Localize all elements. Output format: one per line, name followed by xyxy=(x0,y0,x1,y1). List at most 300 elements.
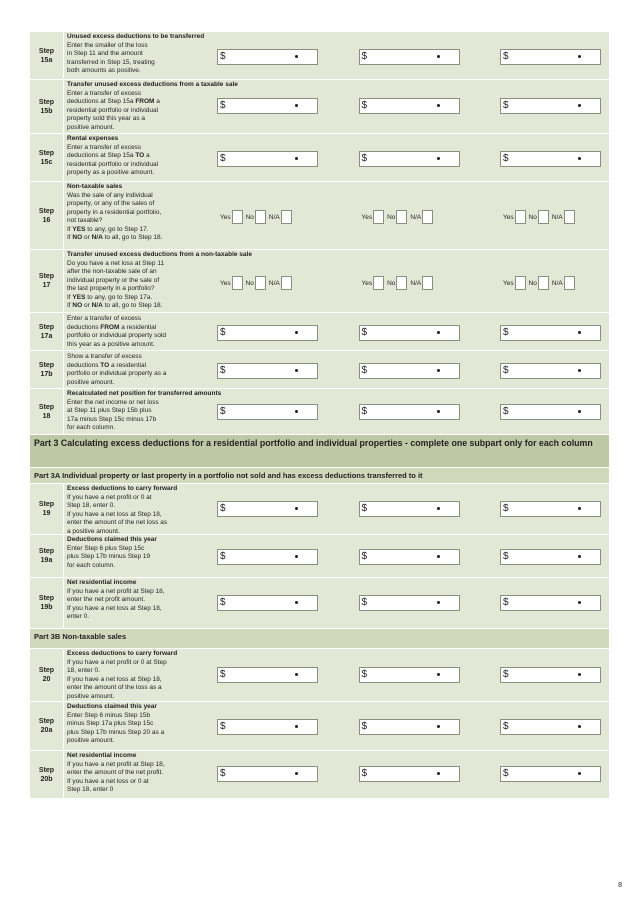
amount-field-column-2[interactable] xyxy=(359,49,460,65)
step-label-line: 20a xyxy=(40,727,53,734)
checkbox-no[interactable] xyxy=(538,210,549,224)
instruction-text: to any, go to Step 17. xyxy=(85,225,149,233)
step-row xyxy=(30,80,609,134)
checkbox-na[interactable] xyxy=(422,210,433,224)
decimal-point xyxy=(295,507,298,510)
instruction-text: Enter a transfer of excess xyxy=(67,89,142,97)
dollar-sign: $ xyxy=(220,99,226,111)
option-label-na: N/A xyxy=(410,213,422,221)
amount-field-column-2[interactable] xyxy=(359,595,460,611)
checkbox-no[interactable] xyxy=(538,276,549,290)
section-heading-part3: Part 3 Calculating excess deductions for a residential portfolio and individual properties - complete one subpart only for each column xyxy=(30,435,609,468)
step-content xyxy=(64,578,609,628)
amount-field-column-3[interactable] xyxy=(500,151,601,167)
amount-field-column-2[interactable] xyxy=(359,325,460,341)
dollar-sign: $ xyxy=(361,668,368,680)
checkbox-no[interactable] xyxy=(255,210,266,224)
step-label-line: Step xyxy=(38,548,55,555)
decimal-point xyxy=(295,555,298,558)
instruction-line xyxy=(67,693,609,702)
amount-field-column-1[interactable] xyxy=(217,325,318,341)
instruction-text: a xyxy=(144,152,150,159)
dollar-sign: $ xyxy=(503,596,509,608)
emphasis-text: YES xyxy=(72,225,86,233)
instruction-line xyxy=(67,659,609,668)
dollar-sign: $ xyxy=(361,99,368,111)
decimal-point xyxy=(437,369,440,372)
amount-field-column-3[interactable] xyxy=(500,325,601,341)
dollar-sign: $ xyxy=(503,550,509,562)
instruction-text: property, or any of the sales of xyxy=(67,200,155,207)
instruction-line xyxy=(67,200,609,209)
option-label-no: No xyxy=(387,279,396,287)
option-label-na: N/A xyxy=(551,279,563,287)
step-content xyxy=(64,535,609,577)
step-title: Transfer unused excess deductions from a non-taxable sale xyxy=(67,251,252,258)
step-content xyxy=(64,32,609,79)
amount-columns xyxy=(217,595,601,611)
amount-columns xyxy=(217,766,601,782)
instruction-text: the last property in a portfolio? xyxy=(67,285,155,292)
section-heading-part3b: Part 3B Non-taxable sales xyxy=(30,629,609,649)
checkbox-no[interactable] xyxy=(255,276,266,290)
instruction-text: enter the amount of the net profit. xyxy=(67,769,164,776)
instruction-text: for each column. xyxy=(67,424,116,431)
decimal-point xyxy=(578,55,581,58)
step-title: Recalculated net position for transferred amounts xyxy=(67,390,222,397)
step-row xyxy=(30,389,609,435)
instruction-line xyxy=(67,234,609,243)
yes-no-group-column-2 xyxy=(359,275,460,291)
instruction-line xyxy=(67,341,609,350)
yes-no-columns xyxy=(217,209,601,225)
step-label-line: Step xyxy=(38,207,55,215)
option-label-yes: Yes xyxy=(361,213,373,221)
dollar-sign: $ xyxy=(220,50,226,62)
dollar-sign: $ xyxy=(220,550,226,562)
instruction-line xyxy=(67,684,609,693)
amount-field-column-3[interactable] xyxy=(500,719,601,735)
option-label-no: No xyxy=(387,213,396,221)
decimal-point xyxy=(295,772,298,775)
instruction-text: to any, go to Step 17a. xyxy=(85,293,153,301)
yes-no-group-column-1 xyxy=(217,275,318,291)
instruction-line xyxy=(67,353,609,362)
amount-columns xyxy=(217,363,601,379)
option-label-no: No xyxy=(245,279,254,287)
amount-columns xyxy=(217,501,601,517)
amount-field-column-2[interactable] xyxy=(359,501,460,517)
amount-field-column-2[interactable] xyxy=(359,404,460,420)
step-title: Net residential income xyxy=(67,752,137,759)
step-label-line: 20b xyxy=(40,775,53,783)
instruction-text: transferred in Step 15, treating xyxy=(67,58,155,66)
step-label-line: Step xyxy=(38,47,55,55)
instruction-text: residential portfolio or individual xyxy=(67,160,159,168)
instruction-text: If you have a net loss or 0 at xyxy=(67,777,149,785)
instruction-text: at Step 11 plus Step 15b plus xyxy=(67,407,152,414)
amount-field-column-2[interactable] xyxy=(359,151,460,167)
dollar-sign: $ xyxy=(503,364,509,376)
amount-field-column-1[interactable] xyxy=(217,595,318,611)
amount-field-column-1[interactable] xyxy=(217,501,318,517)
step-label xyxy=(30,484,64,534)
step-label-line: Step xyxy=(38,323,55,331)
instruction-text: If you have a net profit at Step 18, xyxy=(67,760,165,768)
decimal-point xyxy=(578,410,581,413)
yes-no-group-column-1 xyxy=(217,209,318,225)
instruction-text: in Step 11 and the amount xyxy=(67,50,143,57)
decimal-point xyxy=(295,725,298,728)
step-title: Net residential income xyxy=(67,579,137,586)
dollar-sign: $ xyxy=(361,152,368,164)
dollar-sign: $ xyxy=(503,767,509,779)
amount-field-column-3[interactable] xyxy=(500,549,601,565)
decimal-point xyxy=(295,673,298,676)
step-row xyxy=(30,313,609,351)
step-label xyxy=(30,134,64,181)
step-content xyxy=(64,649,609,701)
instruction-text: individual property or the sale of xyxy=(67,276,160,284)
dollar-sign: $ xyxy=(361,550,368,562)
checkbox-yes[interactable] xyxy=(515,276,526,290)
amount-field-column-2[interactable] xyxy=(359,363,460,379)
instruction-text: or xyxy=(82,302,92,309)
instruction-line xyxy=(67,737,609,746)
amount-field-column-1[interactable] xyxy=(217,363,318,379)
step-row xyxy=(30,134,609,182)
step-content xyxy=(64,134,609,181)
instruction-text: If you have a net loss at Step 18, xyxy=(67,604,162,612)
step-label-line: 15a xyxy=(40,56,53,64)
decimal-point xyxy=(437,331,440,334)
dollar-sign: $ xyxy=(503,326,509,338)
decimal-point xyxy=(437,601,440,604)
amount-field-column-1[interactable] xyxy=(217,667,318,683)
step-label xyxy=(30,578,64,628)
checkbox-yes[interactable] xyxy=(373,210,384,224)
decimal-point xyxy=(578,555,581,558)
checkbox-yes[interactable] xyxy=(232,210,243,224)
instruction-line xyxy=(67,379,609,388)
instruction-text: to all, go to Step 18. xyxy=(102,234,163,241)
instruction-text: If xyxy=(67,302,73,309)
step-row xyxy=(30,702,609,751)
option-label-yes: Yes xyxy=(503,279,514,287)
checkbox-yes[interactable] xyxy=(232,276,243,290)
dollar-sign: $ xyxy=(220,767,226,779)
dollar-sign: $ xyxy=(220,596,226,608)
page-number: 8 xyxy=(618,882,622,889)
instruction-text: If xyxy=(67,225,73,233)
instruction-line xyxy=(67,260,609,269)
dollar-sign: $ xyxy=(220,502,226,514)
dollar-sign: $ xyxy=(503,720,509,732)
instruction-line xyxy=(67,124,609,133)
decimal-point xyxy=(578,157,581,160)
dollar-sign: $ xyxy=(361,364,368,376)
amount-field-column-1[interactable] xyxy=(217,549,318,565)
checkbox-na[interactable] xyxy=(564,210,575,224)
instruction-text: positive amount. xyxy=(67,692,115,700)
step-label xyxy=(30,351,64,388)
step-row xyxy=(30,250,609,313)
instruction-text: both amounts as positive. xyxy=(67,67,141,74)
decimal-point xyxy=(437,673,440,676)
instruction-line xyxy=(67,302,609,311)
amount-field-column-1[interactable] xyxy=(217,404,318,420)
instruction-text: a residential xyxy=(109,361,147,369)
amount-columns xyxy=(217,151,601,167)
step-label xyxy=(30,751,64,798)
instruction-text: after the non-taxable sale of an xyxy=(67,268,157,275)
instruction-text: property as a positive amount. xyxy=(67,169,155,176)
instruction-text: a residential xyxy=(119,323,157,331)
decimal-point xyxy=(437,157,440,160)
amount-field-column-1[interactable] xyxy=(217,719,318,735)
amount-columns xyxy=(217,549,601,565)
step-title: Non-taxable sales xyxy=(67,183,123,190)
dollar-sign: $ xyxy=(503,152,509,164)
instruction-text: If you have a net profit at Step 18, xyxy=(67,587,165,595)
decimal-point xyxy=(578,673,581,676)
instruction-text: 17a minus Step 15c minus 17b xyxy=(67,415,157,423)
instruction-text: Enter Step 6 minus Step 15b xyxy=(67,711,151,719)
step-content xyxy=(64,484,609,534)
decimal-point xyxy=(578,507,581,510)
decimal-point xyxy=(437,555,440,558)
amount-field-column-1[interactable] xyxy=(217,766,318,782)
amount-field-column-2[interactable] xyxy=(359,766,460,782)
instruction-line xyxy=(67,67,609,76)
emphasis-text: N/A xyxy=(91,302,103,309)
decimal-point xyxy=(437,725,440,728)
option-label-no: No xyxy=(245,213,254,221)
checkbox-yes[interactable] xyxy=(515,210,526,224)
dollar-sign: $ xyxy=(361,502,368,514)
step-label-line: 17 xyxy=(42,282,51,289)
instruction-text: this year as a positive amount. xyxy=(67,340,155,348)
checkbox-no[interactable] xyxy=(396,276,407,290)
dollar-sign: $ xyxy=(220,668,226,680)
amount-columns xyxy=(217,49,601,65)
amount-columns xyxy=(217,98,601,114)
instruction-text: 18, enter 0. xyxy=(67,667,100,674)
amount-field-column-3[interactable] xyxy=(500,98,601,114)
instruction-text: deductions at Step 15a xyxy=(67,152,136,159)
emphasis-text: N/A xyxy=(91,234,103,241)
step-label-line: 19 xyxy=(42,510,51,517)
dollar-sign: $ xyxy=(220,326,226,338)
decimal-point xyxy=(578,104,581,107)
instruction-line xyxy=(67,226,609,235)
decimal-point xyxy=(578,601,581,604)
instruction-text: portfolio or individual property as a xyxy=(67,370,167,377)
option-label-na: N/A xyxy=(268,279,280,287)
amount-field-column-3[interactable] xyxy=(500,667,601,683)
checkbox-na[interactable] xyxy=(281,276,292,290)
step-title: Excess deductions to carry forward xyxy=(67,485,178,492)
step-title: Transfer unused excess deductions from a taxable sale xyxy=(67,81,238,88)
step-label-line: 19b xyxy=(40,604,53,611)
amount-columns xyxy=(217,404,601,420)
amount-field-column-1[interactable] xyxy=(217,49,318,65)
step-label-line: 16 xyxy=(42,216,51,224)
dollar-sign: $ xyxy=(220,152,226,164)
amount-field-column-3[interactable] xyxy=(500,363,601,379)
checkbox-na[interactable] xyxy=(422,276,433,290)
amount-field-column-3[interactable] xyxy=(500,501,601,517)
instruction-text: If xyxy=(67,234,73,241)
instruction-text: If you have a net loss at Step 18, xyxy=(67,675,162,683)
emphasis-text: TO xyxy=(135,152,145,159)
step-label-line: 20 xyxy=(42,676,51,683)
option-label-na: N/A xyxy=(410,279,422,287)
step-label-line: Step xyxy=(38,149,55,157)
step-content xyxy=(64,702,609,750)
amount-field-column-3[interactable] xyxy=(500,404,601,420)
decimal-point xyxy=(578,725,581,728)
step-label-line: Step xyxy=(38,403,55,411)
instruction-text: If you have a net profit or 0 at xyxy=(67,493,152,501)
emphasis-text: TO xyxy=(100,361,110,369)
instruction-text: not taxable? xyxy=(67,217,103,224)
option-label-no: No xyxy=(528,279,537,287)
yes-no-group-column-3 xyxy=(500,275,601,291)
step-content xyxy=(64,182,609,249)
dollar-sign: $ xyxy=(503,668,509,680)
decimal-point xyxy=(295,601,298,604)
amount-field-column-2[interactable] xyxy=(359,549,460,565)
step-row xyxy=(30,649,609,702)
amount-field-column-3[interactable] xyxy=(500,49,601,65)
dollar-sign: $ xyxy=(220,364,226,376)
decimal-point xyxy=(437,772,440,775)
decimal-point xyxy=(295,104,298,107)
step-row xyxy=(30,351,609,389)
step-label-line: Step xyxy=(38,718,55,725)
checkbox-na[interactable] xyxy=(564,276,575,290)
step-label xyxy=(30,250,64,312)
option-label-yes: Yes xyxy=(220,213,231,221)
dollar-sign: $ xyxy=(503,502,509,514)
amount-field-column-1[interactable] xyxy=(217,151,318,167)
amount-field-column-1[interactable] xyxy=(217,98,318,114)
form-table xyxy=(30,32,609,799)
dollar-sign: $ xyxy=(361,50,368,62)
amount-field-column-2[interactable] xyxy=(359,98,460,114)
decimal-point xyxy=(295,331,298,334)
decimal-point xyxy=(295,157,298,160)
instruction-text: a xyxy=(154,98,160,105)
step-label-line: Step xyxy=(38,595,55,602)
instruction-line xyxy=(67,115,609,124)
instruction-line xyxy=(67,90,609,99)
instruction-line xyxy=(67,786,609,795)
step-content xyxy=(64,389,609,434)
step-label xyxy=(30,389,64,434)
instruction-text: for each column. xyxy=(67,561,116,569)
instruction-text: positive amount. xyxy=(67,378,115,386)
step-content xyxy=(64,751,609,798)
decimal-point xyxy=(578,369,581,372)
instruction-text: enter 0. xyxy=(67,613,90,620)
checkbox-yes[interactable] xyxy=(373,276,384,290)
instruction-text: positive amount. xyxy=(67,123,115,131)
step-title: Deductions claimed this year xyxy=(67,703,157,710)
step-label-line: 15b xyxy=(40,107,53,115)
instruction-line xyxy=(67,613,609,622)
instruction-text: deductions xyxy=(67,323,101,331)
dollar-sign: $ xyxy=(361,405,368,417)
step-content xyxy=(64,250,609,312)
yes-no-columns xyxy=(217,275,601,291)
dollar-sign: $ xyxy=(220,405,226,417)
instruction-text: property in a residential portfolio, xyxy=(67,208,162,216)
instruction-text: plus Step 17b minus Step 19 xyxy=(67,553,151,560)
instruction-text: Show a transfer of excess xyxy=(67,353,142,360)
decimal-point xyxy=(578,772,581,775)
dollar-sign: $ xyxy=(361,326,368,338)
emphasis-text: YES xyxy=(72,293,86,301)
instruction-text: deductions xyxy=(67,361,101,369)
step-title: Deductions claimed this year xyxy=(67,536,157,543)
step-label-line: Step xyxy=(38,766,55,774)
step-label xyxy=(30,649,64,701)
instruction-text: a positive amount. xyxy=(67,527,120,535)
decimal-point xyxy=(578,331,581,334)
instruction-text: minus Step 17a plus Step 15c xyxy=(67,720,154,727)
instruction-line xyxy=(67,519,609,528)
step-label xyxy=(30,80,64,133)
step-row xyxy=(30,32,609,80)
checkbox-no[interactable] xyxy=(396,210,407,224)
step-title: Unused excess deductions to be transferred xyxy=(67,33,205,40)
dollar-sign: $ xyxy=(361,767,368,779)
step-label-line: Step xyxy=(38,667,55,674)
instruction-line xyxy=(67,169,609,178)
instruction-text: Enter Step 6 plus Step 15c xyxy=(67,544,145,552)
checkbox-na[interactable] xyxy=(281,210,292,224)
dollar-sign: $ xyxy=(220,720,226,732)
dollar-sign: $ xyxy=(503,405,509,417)
amount-field-column-3[interactable] xyxy=(500,595,601,611)
dollar-sign: $ xyxy=(503,99,509,111)
yes-no-group-column-3 xyxy=(500,209,601,225)
emphasis-text: FROM xyxy=(100,323,120,331)
instruction-text: Enter the net income or net loss xyxy=(67,398,159,406)
instruction-text: enter the amount of the net loss as xyxy=(67,519,168,526)
section-heading-part3a: Part 3A Individual property or last property in a portfolio not sold and has excess deductions transferred to it xyxy=(30,468,609,484)
instruction-text: residential portfolio or individual xyxy=(67,106,159,114)
amount-field-column-3[interactable] xyxy=(500,766,601,782)
instruction-text: property sold this year as a xyxy=(67,115,146,122)
step-label xyxy=(30,182,64,249)
step-label-line: Step xyxy=(38,361,55,369)
decimal-point xyxy=(437,507,440,510)
option-label-yes: Yes xyxy=(503,213,514,221)
decimal-point xyxy=(295,55,298,58)
step-label-line: 19a xyxy=(40,557,53,564)
amount-field-column-2[interactable] xyxy=(359,667,460,683)
instruction-text: Enter the smaller of the loss xyxy=(67,41,148,49)
amount-field-column-2[interactable] xyxy=(359,719,460,735)
instruction-text: If you have a net loss at Step 18, xyxy=(67,510,162,518)
instruction-text: enter the net profit amount. xyxy=(67,596,146,603)
decimal-point xyxy=(295,410,298,413)
instruction-text: to all, go to Step 18. xyxy=(102,302,163,309)
option-label-yes: Yes xyxy=(361,279,373,287)
